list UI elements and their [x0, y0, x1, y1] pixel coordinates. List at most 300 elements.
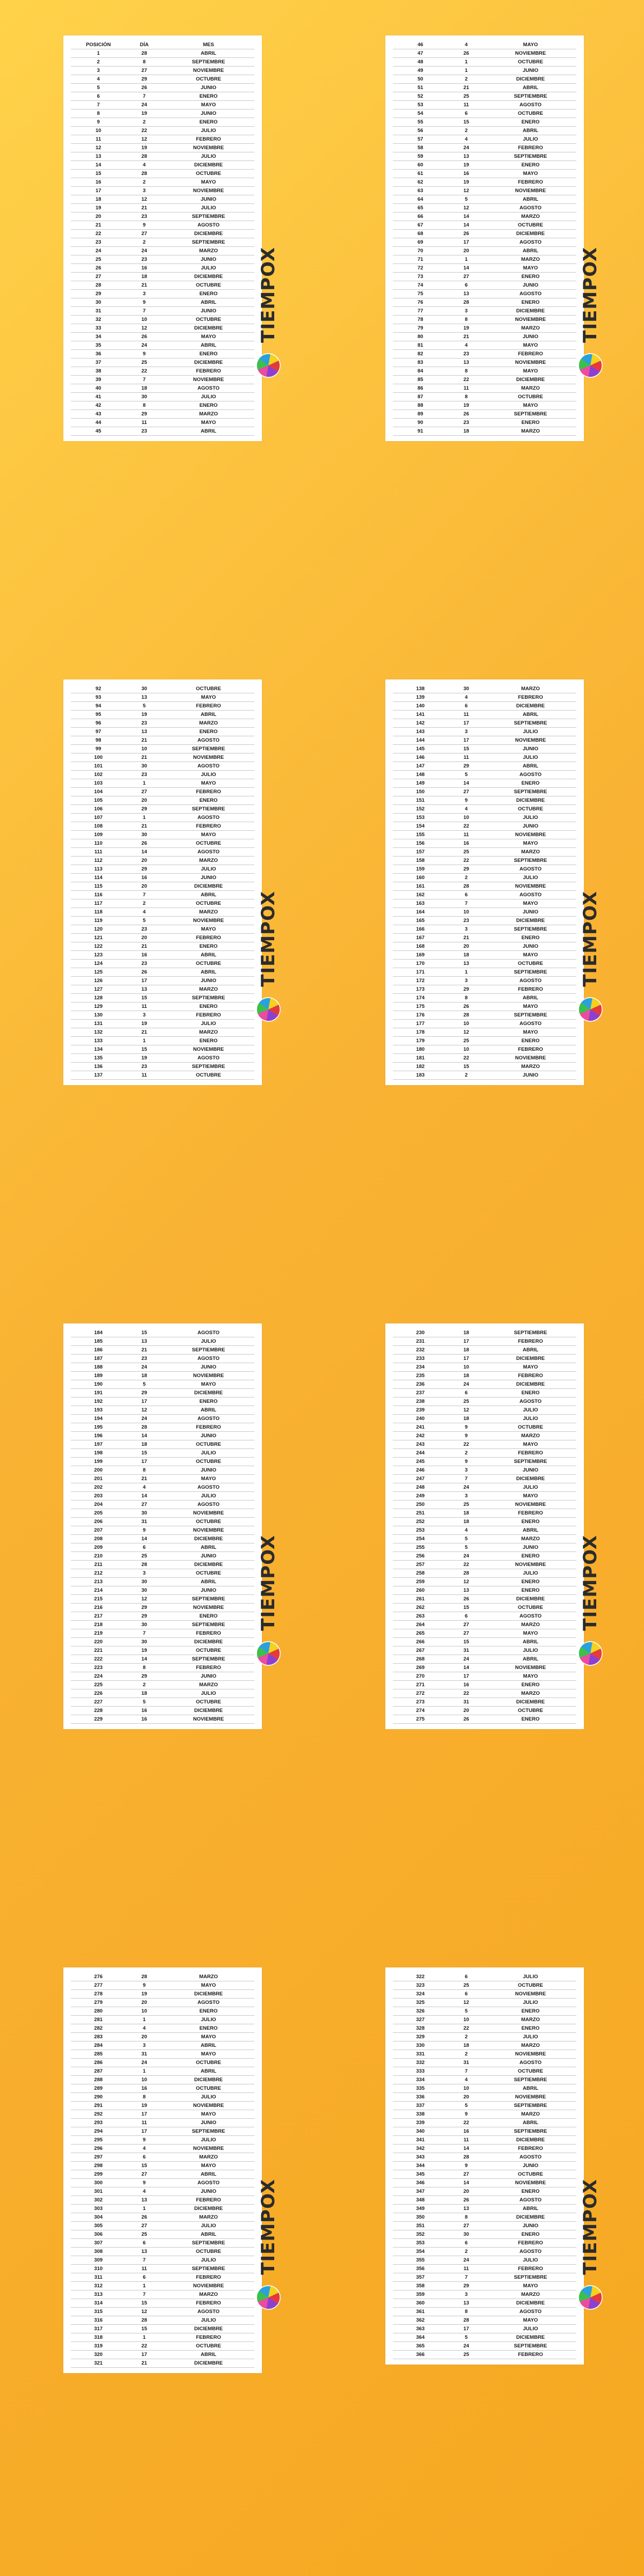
table-row	[71, 67, 254, 75]
month-cell: OCTUBRE	[163, 1518, 254, 1526]
day-cell: 22	[448, 1440, 485, 1449]
month-cell: ABRIL	[163, 1406, 254, 1415]
day-cell: 28	[126, 1423, 163, 1432]
rank-cell: 219	[71, 1629, 126, 1638]
table-row	[71, 1621, 254, 1629]
day-cell: 17	[126, 1458, 163, 1466]
month-cell: DICIEMBRE	[485, 1355, 576, 1363]
rank-cell: 87	[393, 393, 448, 401]
day-cell: 9	[126, 221, 163, 230]
rank-cell: 141	[393, 711, 448, 719]
table-row	[71, 942, 254, 951]
table-row	[71, 298, 254, 307]
table-row	[71, 753, 254, 762]
month-cell: MAYO	[163, 419, 254, 427]
table-row	[71, 1664, 254, 1672]
ranking-card	[63, 1323, 262, 1729]
table-row	[71, 1509, 254, 1518]
table-row	[71, 307, 254, 316]
table-body	[71, 1973, 254, 2368]
month-cell: FEBRERO	[163, 367, 254, 376]
day-cell: 26	[126, 968, 163, 977]
month-cell: JUNIO	[163, 1552, 254, 1561]
table-row	[393, 2093, 576, 2102]
table-row	[71, 2067, 254, 2076]
month-cell: ABRIL	[485, 2119, 576, 2127]
month-cell: ABRIL	[163, 2067, 254, 2076]
rank-cell: 193	[71, 1406, 126, 1415]
day-cell: 18	[448, 951, 485, 960]
day-cell: 9	[448, 1458, 485, 1466]
table-row	[393, 247, 576, 255]
rank-cell: 41	[71, 393, 126, 401]
table-row	[393, 762, 576, 771]
rank-cell: 179	[393, 1037, 448, 1045]
day-cell: 12	[448, 1028, 485, 1037]
table-row	[393, 401, 576, 410]
table-row	[71, 2187, 254, 2196]
table-row	[71, 393, 254, 401]
table-row	[393, 2136, 576, 2145]
month-cell: SEPTIEMBRE	[485, 2076, 576, 2084]
rank-cell: 218	[71, 1621, 126, 1629]
table-row	[393, 1372, 576, 1380]
table-row	[71, 178, 254, 187]
table-row	[71, 1329, 254, 1337]
day-cell: 10	[448, 2084, 485, 2093]
rank-cell: 2	[71, 58, 126, 67]
table-row	[393, 865, 576, 874]
month-cell: ENERO	[485, 2024, 576, 2033]
table-row	[393, 170, 576, 178]
table-row	[393, 1028, 576, 1037]
day-cell: 24	[448, 2342, 485, 2351]
day-cell: 27	[448, 1629, 485, 1638]
rank-cell: 78	[393, 316, 448, 324]
table-row	[71, 2102, 254, 2110]
month-cell: FEBRERO	[163, 2196, 254, 2205]
day-cell: 8	[126, 58, 163, 67]
rank-cell: 117	[71, 899, 126, 908]
table-row	[71, 865, 254, 874]
header-position: POSICIÓN	[71, 41, 126, 49]
rank-cell: 5	[71, 84, 126, 92]
table-row	[71, 1440, 254, 1449]
day-cell: 20	[126, 796, 163, 805]
table-row	[393, 1389, 576, 1397]
table-row	[71, 419, 254, 427]
month-cell: DICIEMBRE	[485, 1380, 576, 1389]
rank-cell: 194	[71, 1415, 126, 1423]
table-row	[71, 1363, 254, 1372]
rank-cell: 89	[393, 410, 448, 419]
rank-cell: 118	[71, 908, 126, 917]
table-row	[71, 1526, 254, 1535]
month-cell: FEBRERO	[485, 350, 576, 358]
day-cell: 15	[126, 1329, 163, 1337]
day-cell: 25	[448, 2351, 485, 2359]
month-cell: JUNIO	[163, 1672, 254, 1681]
day-cell: 9	[448, 796, 485, 805]
month-cell: MAYO	[163, 925, 254, 934]
table-row	[393, 2024, 576, 2033]
month-cell: MAYO	[485, 1440, 576, 1449]
table-row	[71, 2239, 254, 2248]
month-cell: AGOSTO	[163, 736, 254, 745]
month-cell: FEBRERO	[485, 985, 576, 994]
rank-cell: 63	[393, 187, 448, 195]
day-cell: 2	[126, 118, 163, 127]
table-row	[393, 2162, 576, 2170]
month-cell: OCTUBRE	[163, 960, 254, 968]
table-row	[71, 1586, 254, 1595]
day-cell: 26	[126, 333, 163, 341]
rank-cell: 119	[71, 917, 126, 925]
day-cell: 5	[448, 2333, 485, 2342]
day-cell: 24	[126, 2059, 163, 2067]
rank-cell: 260	[393, 1586, 448, 1595]
rank-cell: 79	[393, 324, 448, 333]
day-cell: 21	[126, 753, 163, 762]
month-cell: ABRIL	[485, 1638, 576, 1646]
day-cell: 14	[448, 221, 485, 230]
table-row	[393, 2041, 576, 2050]
month-cell: FEBRERO	[163, 2299, 254, 2308]
table-row	[71, 796, 254, 805]
rank-cell: 125	[71, 968, 126, 977]
rank-cell: 227	[71, 1698, 126, 1707]
month-cell: AGOSTO	[163, 1329, 254, 1337]
month-cell: ABRIL	[485, 195, 576, 204]
month-cell: ENERO	[163, 796, 254, 805]
day-cell: 24	[448, 2256, 485, 2265]
day-cell: 22	[448, 1561, 485, 1569]
rank-cell: 16	[71, 178, 126, 187]
table-row	[393, 1561, 576, 1569]
month-cell: AGOSTO	[485, 101, 576, 109]
month-cell: MAYO	[163, 1475, 254, 1483]
table-row	[71, 1028, 254, 1037]
table-row	[71, 1372, 254, 1380]
rank-cell: 308	[71, 2248, 126, 2256]
rank-cell: 206	[71, 1518, 126, 1526]
table-row	[393, 2153, 576, 2162]
day-cell: 13	[126, 985, 163, 994]
day-cell: 6	[448, 109, 485, 118]
table-row	[393, 161, 576, 170]
table-row	[393, 2119, 576, 2127]
rank-cell: 278	[71, 1990, 126, 1999]
day-cell: 7	[448, 2273, 485, 2282]
rank-cell: 82	[393, 350, 448, 358]
day-cell: 16	[448, 1681, 485, 1689]
day-cell: 25	[448, 1501, 485, 1509]
rank-cell: 52	[393, 92, 448, 101]
ball-icon	[576, 352, 604, 379]
table-row	[71, 908, 254, 917]
rank-cell: 247	[393, 1475, 448, 1483]
table-row	[393, 2007, 576, 2016]
month-cell: NOVIEMBRE	[485, 2179, 576, 2187]
rank-cell: 310	[71, 2265, 126, 2273]
month-cell: SEPTIEMBRE	[485, 788, 576, 796]
table-row	[393, 994, 576, 1002]
table-row	[71, 2050, 254, 2059]
month-cell: JUNIO	[163, 195, 254, 204]
month-cell: JULIO	[485, 1406, 576, 1415]
rank-cell: 69	[393, 238, 448, 247]
day-cell: 2	[448, 127, 485, 135]
table-row	[71, 2359, 254, 2368]
table-row	[71, 1037, 254, 1045]
rank-cell: 332	[393, 2059, 448, 2067]
table-row	[393, 1586, 576, 1595]
day-cell: 6	[126, 2273, 163, 2282]
month-cell: ENERO	[485, 2230, 576, 2239]
brand-logo	[254, 1535, 292, 1674]
ranking-card	[63, 1967, 262, 2373]
rank-cell: 268	[393, 1655, 448, 1664]
rank-cell: 304	[71, 2213, 126, 2222]
month-cell: NOVIEMBRE	[163, 1604, 254, 1612]
table-row	[393, 719, 576, 728]
day-cell: 6	[126, 1543, 163, 1552]
table-row	[393, 2213, 576, 2222]
table-row	[71, 195, 254, 204]
rank-cell: 261	[393, 1595, 448, 1604]
day-cell: 28	[448, 1569, 485, 1578]
day-cell: 12	[448, 187, 485, 195]
day-cell: 19	[126, 144, 163, 152]
month-cell: ENERO	[163, 1037, 254, 1045]
table-row	[71, 839, 254, 848]
rank-cell: 323	[393, 1981, 448, 1990]
rank-cell: 202	[71, 1483, 126, 1492]
day-cell: 26	[448, 410, 485, 419]
day-cell: 4	[448, 41, 485, 49]
day-cell: 23	[126, 960, 163, 968]
month-cell: OCTUBRE	[163, 685, 254, 693]
rank-cell: 253	[393, 1526, 448, 1535]
rank-cell: 258	[393, 1569, 448, 1578]
month-cell: JULIO	[163, 2316, 254, 2325]
day-cell: 16	[448, 2127, 485, 2136]
month-cell: FEBRERO	[485, 1509, 576, 1518]
rank-cell: 280	[71, 2007, 126, 2016]
day-cell: 25	[448, 1397, 485, 1406]
rank-cell: 357	[393, 2273, 448, 2282]
month-cell: JULIO	[485, 2256, 576, 2265]
month-cell: MAYO	[485, 899, 576, 908]
table-row	[393, 2196, 576, 2205]
day-cell: 3	[126, 290, 163, 298]
day-cell: 22	[448, 822, 485, 831]
day-cell: 16	[126, 874, 163, 882]
month-cell: SEPTIEMBRE	[163, 58, 254, 67]
table-row	[71, 891, 254, 899]
month-cell: DICIEMBRE	[163, 1389, 254, 1397]
rank-cell: 146	[393, 753, 448, 762]
table-row	[71, 685, 254, 693]
month-cell: NOVIEMBRE	[485, 882, 576, 891]
rank-cell: 113	[71, 865, 126, 874]
day-cell: 22	[448, 376, 485, 384]
rank-cell: 316	[71, 2316, 126, 2325]
month-cell: JUNIO	[163, 84, 254, 92]
rank-cell: 334	[393, 2076, 448, 2084]
day-cell: 18	[126, 1372, 163, 1380]
day-cell: 31	[126, 2050, 163, 2059]
rank-cell: 139	[393, 693, 448, 702]
month-cell: OCTUBRE	[485, 960, 576, 968]
rank-cell: 177	[393, 1020, 448, 1028]
month-cell: AGOSTO	[485, 2059, 576, 2067]
month-cell: AGOSTO	[163, 1355, 254, 1363]
rank-cell: 208	[71, 1535, 126, 1543]
table-row	[393, 419, 576, 427]
month-cell: ABRIL	[485, 1526, 576, 1535]
table-row	[71, 427, 254, 436]
rank-cell: 209	[71, 1543, 126, 1552]
table-row	[393, 1689, 576, 1698]
table-row	[393, 2127, 576, 2136]
day-cell: 8	[448, 2308, 485, 2316]
day-cell: 19	[126, 1646, 163, 1655]
rank-cell: 167	[393, 934, 448, 942]
table-row	[393, 1363, 576, 1372]
month-cell: AGOSTO	[485, 865, 576, 874]
rank-cell: 49	[393, 67, 448, 75]
table-row	[393, 350, 576, 358]
month-cell: MARZO	[485, 427, 576, 436]
table-row	[393, 942, 576, 951]
rank-cell: 84	[393, 367, 448, 376]
day-cell: 9	[126, 2136, 163, 2145]
rank-cell: 191	[71, 1389, 126, 1397]
rank-cell: 233	[393, 1355, 448, 1363]
table-row	[71, 814, 254, 822]
day-cell: 31	[448, 2059, 485, 2067]
day-cell: 28	[448, 1011, 485, 1020]
day-cell: 15	[126, 1045, 163, 1054]
page-2	[322, 0, 644, 644]
month-cell: NOVIEMBRE	[485, 1561, 576, 1569]
month-cell: AGOSTO	[485, 290, 576, 298]
rank-cell: 240	[393, 1415, 448, 1423]
table-row	[71, 2136, 254, 2145]
brand-logo-text: TIEMPOX	[580, 891, 601, 987]
rank-cell: 318	[71, 2333, 126, 2342]
rank-cell: 359	[393, 2290, 448, 2299]
rank-cell: 25	[71, 255, 126, 264]
rank-cell: 181	[393, 1054, 448, 1063]
day-cell: 17	[448, 719, 485, 728]
day-cell: 22	[126, 127, 163, 135]
rank-cell: 152	[393, 805, 448, 814]
table-row	[71, 1380, 254, 1389]
day-cell: 2	[448, 1449, 485, 1458]
rank-cell: 138	[393, 685, 448, 693]
rank-cell: 95	[71, 711, 126, 719]
month-cell: MARZO	[485, 848, 576, 857]
rank-cell: 64	[393, 195, 448, 204]
rank-cell: 131	[71, 1020, 126, 1028]
month-cell: JUNIO	[485, 67, 576, 75]
table-row	[71, 831, 254, 839]
day-cell: 14	[126, 848, 163, 857]
rank-cell: 363	[393, 2325, 448, 2333]
day-cell: 26	[448, 1715, 485, 1724]
rank-cell: 53	[393, 101, 448, 109]
day-cell: 22	[448, 2024, 485, 2033]
month-cell: DICIEMBRE	[485, 2299, 576, 2308]
rank-cell: 71	[393, 255, 448, 264]
day-cell: 15	[448, 118, 485, 127]
rank-cell: 243	[393, 1440, 448, 1449]
month-cell: ABRIL	[163, 711, 254, 719]
rank-cell: 329	[393, 2033, 448, 2041]
table-row	[71, 1423, 254, 1432]
month-cell: ABRIL	[163, 968, 254, 977]
rank-cell: 99	[71, 745, 126, 753]
day-cell: 18	[448, 1518, 485, 1526]
month-cell: FEBRERO	[163, 2273, 254, 2282]
month-cell: SEPTIEMBRE	[163, 2127, 254, 2136]
month-cell: SEPTIEMBRE	[485, 719, 576, 728]
rank-cell: 270	[393, 1672, 448, 1681]
table-row	[71, 118, 254, 127]
rank-cell: 271	[393, 1681, 448, 1689]
rank-cell: 190	[71, 1380, 126, 1389]
table-row	[393, 2205, 576, 2213]
table-row	[71, 2127, 254, 2136]
day-cell: 27	[448, 2222, 485, 2230]
day-cell: 17	[448, 1672, 485, 1681]
month-cell: JUNIO	[163, 255, 254, 264]
table-row	[393, 2084, 576, 2093]
rank-cell: 282	[71, 2024, 126, 2033]
table-row	[393, 2299, 576, 2308]
table-row	[393, 221, 576, 230]
table-row	[71, 1990, 254, 1999]
month-cell: ABRIL	[163, 2170, 254, 2179]
day-cell: 4	[448, 341, 485, 350]
rank-cell: 107	[71, 814, 126, 822]
rank-cell: 171	[393, 968, 448, 977]
day-cell: 2	[126, 178, 163, 187]
month-cell: JUNIO	[163, 1466, 254, 1475]
day-cell: 9	[448, 2110, 485, 2119]
table-row	[393, 1475, 576, 1483]
month-cell: SEPTIEMBRE	[485, 1011, 576, 1020]
day-cell: 10	[448, 908, 485, 917]
day-cell: 25	[126, 1552, 163, 1561]
month-cell: OCTUBRE	[485, 805, 576, 814]
table-row	[71, 2162, 254, 2170]
rank-cell: 94	[71, 702, 126, 711]
day-cell: 12	[126, 1406, 163, 1415]
month-cell: MAYO	[485, 341, 576, 350]
day-cell: 11	[448, 753, 485, 762]
table-row	[393, 264, 576, 273]
day-cell: 13	[126, 693, 163, 702]
month-cell: NOVIEMBRE	[163, 2102, 254, 2110]
rank-cell: 327	[393, 2016, 448, 2024]
day-cell: 3	[126, 2041, 163, 2050]
rank-cell: 221	[71, 1646, 126, 1655]
rank-cell: 115	[71, 882, 126, 891]
table-row	[71, 187, 254, 195]
